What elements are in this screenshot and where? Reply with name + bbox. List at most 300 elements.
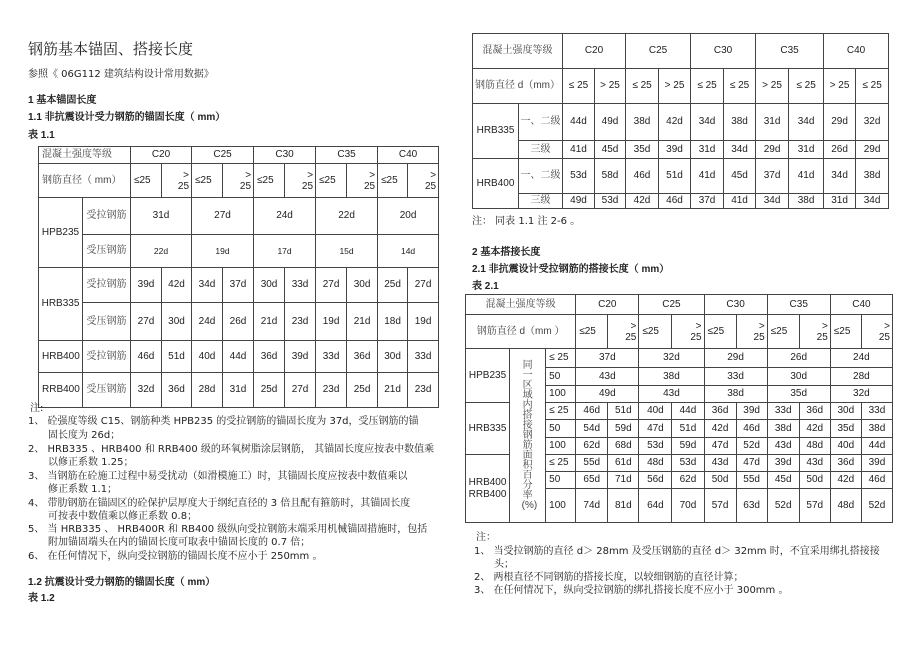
diameter-le-25-cell: ≤25 [131, 164, 162, 198]
diameter-gt-25-cell [736, 315, 767, 349]
value-cell: 26d [767, 349, 830, 368]
table-1-2-caption: 表 1.2 [28, 593, 55, 604]
reference-line: 参照《 06G112 建筑结构设计常用数据》 [28, 69, 214, 80]
value-cell: 33d [704, 368, 767, 386]
value-cell: 59d [672, 438, 704, 455]
stress-type-label: 受压钢筋 [83, 303, 131, 341]
grade-header-c20: C20 [131, 147, 192, 164]
diameter-cell: ≤ 25 [563, 69, 595, 104]
diameter-le-25-cell: ≤25 [704, 315, 736, 349]
steel-grade-label: HRB335 [466, 403, 510, 455]
percentage-cell: 50 [546, 472, 576, 489]
table-2-1 [465, 294, 893, 523]
value-cell: 37d [691, 194, 724, 209]
gt-value: 25 [625, 331, 637, 343]
value-cell: 33d [316, 341, 347, 373]
value-cell: 23d [408, 373, 439, 408]
value-cell: 26d [824, 141, 856, 159]
value-cell: 25d [254, 373, 285, 408]
value-cell: 27d [285, 373, 316, 408]
header-concrete-grade: 混凝土强度等级 [466, 295, 576, 315]
value-cell: 18d [378, 303, 408, 341]
value-cell: 51d [162, 341, 192, 373]
note-line: 5、 当 HRB335 、 HRB400R 和 RB400 级纵向受拉钢筋末端采用机械锚固措施时，包括 [28, 524, 428, 535]
value-cell: 81d [608, 489, 639, 523]
diameter-cell: > 25 [659, 69, 691, 104]
value-cell: 37d [756, 159, 789, 194]
section-2-1-heading: 2.1 非抗震设计受拉钢筋的搭接长度（ mm） [472, 264, 670, 275]
value-cell: 62d [672, 472, 704, 489]
diameter-cell: > 25 [595, 69, 626, 104]
value-cell: 21d [254, 303, 285, 341]
value-cell: 44d [672, 403, 704, 420]
steel-grade-label: HRB335 [473, 104, 519, 159]
value-cell: 57d [799, 489, 830, 523]
value-cell: 36d [704, 403, 736, 420]
value-cell: 29d [856, 141, 889, 159]
gt-symbol: > [758, 320, 765, 332]
value-cell: 46d [626, 159, 659, 194]
value-cell: 42d [704, 420, 736, 438]
value-cell: 46d [576, 403, 608, 420]
percentage-cell: 100 [546, 438, 576, 455]
value-cell: 52d [767, 489, 799, 523]
value-cell: 49d [595, 104, 626, 141]
gt-symbol: > [183, 169, 190, 181]
value-cell: 32d [830, 386, 892, 403]
seismic-grade-label: 三级 [519, 141, 563, 159]
area-percentage-label [510, 349, 546, 523]
diameter-gt-25-cell [672, 315, 704, 349]
value-cell: 23d [316, 373, 347, 408]
value-cell: 38d [861, 420, 892, 438]
grade-header-c20: C20 [576, 295, 639, 315]
value-cell: 70d [672, 489, 704, 523]
grade-header-c20: C20 [563, 34, 626, 69]
value-cell: 40d [830, 438, 861, 455]
value-cell: 43d [639, 386, 704, 403]
value-cell: 30d [347, 268, 378, 303]
value-cell: 41d [724, 194, 756, 209]
header-bar-diameter: 钢筋直径 d（mm ） [466, 315, 576, 349]
value-cell: 38d [724, 104, 756, 141]
value-cell: 37d [576, 349, 639, 368]
gt-symbol: > [821, 320, 828, 332]
table-row [466, 349, 893, 368]
gt-value: 25 [301, 180, 314, 192]
value-cell: 74d [576, 489, 608, 523]
diameter-gt-25-cell [799, 315, 830, 349]
value-cell: 43d [576, 368, 639, 386]
value-cell: 23d [285, 303, 316, 341]
steel-grade-label: HRB400 RRB400 [466, 455, 510, 523]
diameter-cell: ≤ 25 [691, 69, 724, 104]
diameter-gt-25-cell [347, 164, 378, 198]
value-cell: 32d [131, 373, 162, 408]
header-concrete-grade: 混凝土强度等级 [473, 34, 563, 69]
value-cell: 30d [162, 303, 192, 341]
gt-value: 25 [363, 180, 376, 192]
value-cell: 37d [223, 268, 254, 303]
note-line: 附加锚固端头在内的锚固长度可取表中锚固长度的 0.7 倍； [48, 537, 311, 548]
diameter-cell: ≤ 25 [724, 69, 756, 104]
table-row [39, 147, 439, 164]
table-row [39, 235, 439, 268]
value-cell: 30d [378, 341, 408, 373]
grade-header-c25: C25 [639, 295, 704, 315]
note-line: 可按表中数值乘以修正系数 0.8； [48, 511, 198, 522]
value-cell: 40d [192, 341, 223, 373]
value-cell: 38d [704, 386, 767, 403]
grade-header-c25: C25 [192, 147, 254, 164]
steel-grade-label: HRB335 [39, 268, 83, 341]
header-bar-diameter: 钢筋直径 d（mm） [473, 69, 563, 104]
value-cell: 17d [254, 235, 316, 268]
value-cell: 34d [789, 104, 824, 141]
value-cell: 27d [408, 268, 439, 303]
value-cell: 32d [856, 104, 889, 141]
percentage-cell: 50 [546, 420, 576, 438]
value-cell: 42d [830, 472, 861, 489]
value-cell: 59d [608, 420, 639, 438]
value-cell: 41d [691, 159, 724, 194]
note-line: 4、 带肋钢筋在锚固区的砼保护层厚度大于纲纪直径的 3 倍且配有箍筋时，其锚固长度 [28, 498, 411, 509]
percentage-cell: 100 [546, 489, 576, 523]
note-line: 固长度为 26d； [48, 430, 121, 441]
table-2-1-caption: 表 2.1 [472, 281, 499, 292]
value-cell: 53d [672, 455, 704, 472]
gt-symbol: > [245, 169, 252, 181]
diameter-cell: ≤ 25 [789, 69, 824, 104]
value-cell: 62d [576, 438, 608, 455]
header-concrete-grade: 混凝土强度等级 [39, 147, 131, 164]
grade-header-c35: C35 [316, 147, 378, 164]
value-cell: 42d [162, 268, 192, 303]
value-cell: 46d [736, 420, 767, 438]
table-1-1 [38, 146, 439, 408]
value-cell: 48d [799, 438, 830, 455]
value-cell: 27d [192, 198, 254, 235]
value-cell: 19d [408, 303, 439, 341]
steel-grade-label: HPB235 [39, 198, 83, 268]
value-cell: 38d [789, 194, 824, 209]
value-cell: 35d [767, 386, 830, 403]
seismic-grade-label: 三级 [519, 194, 563, 209]
value-cell: 45d [767, 472, 799, 489]
percentage-cell: ≤ 25 [546, 455, 576, 472]
gt-value: 25 [878, 331, 890, 343]
value-cell: 44d [563, 104, 595, 141]
value-cell: 55d [736, 472, 767, 489]
value-cell: 38d [767, 420, 799, 438]
value-cell: 30d [830, 403, 861, 420]
diameter-le-25-cell: ≤25 [767, 315, 799, 349]
gt-value: 25 [239, 180, 252, 192]
value-cell: 36d [162, 373, 192, 408]
diameter-cell: > 25 [824, 69, 856, 104]
stress-type-label: 受压钢筋 [83, 373, 131, 408]
diameter-gt-25-cell [285, 164, 316, 198]
gt-value: 25 [816, 331, 828, 343]
gt-symbol: > [884, 320, 890, 332]
value-cell: 31d [824, 194, 856, 209]
grade-header-c40: C40 [378, 147, 439, 164]
table-row [39, 198, 439, 235]
value-cell: 19d [316, 303, 347, 341]
value-cell: 29d [704, 349, 767, 368]
diameter-le-25-cell: ≤25 [378, 164, 408, 198]
section-1-1-heading: 1.1 非抗震设计受力钢筋的锚固长度（ mm） [28, 112, 226, 123]
value-cell: 39d [659, 141, 691, 159]
grade-header-c30: C30 [254, 147, 316, 164]
value-cell: 31d [691, 141, 724, 159]
gt-symbol: > [307, 169, 314, 181]
value-cell: 41d [563, 141, 595, 159]
value-cell: 53d [595, 194, 626, 209]
diameter-gt-25-cell [162, 164, 192, 198]
value-cell: 33d [861, 403, 892, 420]
value-cell: 42d [626, 194, 659, 209]
value-cell: 32d [639, 349, 704, 368]
table-row [473, 69, 889, 104]
note-line: 3、 在任何情况下，纵向受拉钢筋的绑扎搭接长度不应小于 300mm 。 [474, 585, 789, 596]
value-cell: 25d [378, 268, 408, 303]
diameter-cell: > 25 [756, 69, 789, 104]
value-cell: 48d [830, 489, 861, 523]
value-cell: 47d [639, 420, 672, 438]
value-cell: 34d [691, 104, 724, 141]
table-row [39, 268, 439, 303]
value-cell: 55d [576, 455, 608, 472]
value-cell: 40d [639, 403, 672, 420]
document-title: 钢筋基本锚固、搭接长度 [28, 40, 194, 58]
value-cell: 27d [131, 303, 162, 341]
value-cell: 22d [131, 235, 192, 268]
stress-type-label: 受压钢筋 [83, 235, 131, 268]
table-row [466, 295, 893, 315]
note-line: 3、 当钢筋在砼施工过程中易受扰动（如滑模施工）时，其锚固长度应按表中数值乘以 [28, 471, 408, 482]
value-cell: 25d [347, 373, 378, 408]
grade-header-c40: C40 [830, 295, 892, 315]
value-cell: 64d [639, 489, 672, 523]
grade-header-c30: C30 [704, 295, 767, 315]
value-cell: 53d [639, 438, 672, 455]
value-cell: 45d [595, 141, 626, 159]
grade-header-c35: C35 [756, 34, 824, 69]
value-cell: 49d [563, 194, 595, 209]
value-cell: 57d [704, 489, 736, 523]
value-cell: 38d [626, 104, 659, 141]
table-row [473, 34, 889, 69]
gt-value: 25 [690, 331, 702, 343]
value-cell: 35d [626, 141, 659, 159]
value-cell: 31d [223, 373, 254, 408]
diameter-gt-25-cell [861, 315, 892, 349]
value-cell: 51d [672, 420, 704, 438]
value-cell: 31d [756, 104, 789, 141]
value-cell: 31d [789, 141, 824, 159]
value-cell: 27d [316, 268, 347, 303]
value-cell: 42d [799, 420, 830, 438]
diameter-le-25-cell: ≤25 [639, 315, 672, 349]
value-cell: 36d [830, 455, 861, 472]
gt-value: 25 [177, 180, 190, 192]
value-cell: 71d [608, 472, 639, 489]
value-cell: 54d [576, 420, 608, 438]
value-cell: 65d [576, 472, 608, 489]
value-cell: 43d [799, 455, 830, 472]
table-1-2-note: 注： 同表 1.1 注 2-6 。 [472, 216, 581, 227]
stress-type-label: 受拉钢筋 [83, 198, 131, 235]
steel-grade-label: RRB400 [39, 373, 83, 408]
diameter-le-25-cell: ≤25 [830, 315, 861, 349]
steel-grade-label: HRB400 [39, 341, 83, 373]
header-bar-diameter: 钢筋直径（ mm） [39, 164, 131, 198]
value-cell: 68d [608, 438, 639, 455]
table-row [473, 194, 889, 209]
stress-type-label: 受拉钢筋 [83, 268, 131, 303]
value-cell: 63d [736, 489, 767, 523]
value-cell: 50d [799, 472, 830, 489]
value-cell: 34d [724, 141, 756, 159]
diameter-le-25-cell: ≤25 [192, 164, 223, 198]
value-cell: 38d [856, 159, 889, 194]
value-cell: 30d [767, 368, 830, 386]
table-row [39, 303, 439, 341]
table-row [473, 159, 889, 194]
value-cell: 21d [378, 373, 408, 408]
value-cell: 49d [576, 386, 639, 403]
note-line: 头； [494, 559, 514, 570]
grade-header-c35: C35 [767, 295, 830, 315]
value-cell: 34d [856, 194, 889, 209]
value-cell: 39d [131, 268, 162, 303]
value-cell: 34d [756, 194, 789, 209]
value-cell: 36d [254, 341, 285, 373]
value-cell: 24d [192, 303, 223, 341]
value-cell: 35d [830, 420, 861, 438]
value-cell: 43d [767, 438, 799, 455]
grade-header-c30: C30 [691, 34, 756, 69]
table-row [466, 315, 893, 349]
value-cell: 61d [608, 455, 639, 472]
value-cell: 46d [861, 472, 892, 489]
gt-value: 25 [424, 180, 437, 192]
vertical-label-text: 同一区域内搭接钢筋面积百分率(%) [521, 359, 538, 511]
diameter-gt-25-cell [408, 164, 439, 198]
note-line: 以修正系数 1.25； [48, 457, 134, 468]
value-cell: 28d [830, 368, 892, 386]
value-cell: 56d [639, 472, 672, 489]
value-cell: 14d [378, 235, 439, 268]
table-row [39, 373, 439, 408]
diameter-cell: ≤ 25 [856, 69, 889, 104]
value-cell: 44d [223, 341, 254, 373]
gt-symbol: > [630, 320, 637, 332]
diameter-le-25-cell: ≤25 [254, 164, 285, 198]
diameter-le-25-cell: ≤25 [576, 315, 608, 349]
value-cell: 33d [408, 341, 439, 373]
value-cell: 47d [704, 438, 736, 455]
value-cell: 39d [736, 403, 767, 420]
percentage-cell: 100 [546, 386, 576, 403]
gt-symbol: > [369, 169, 376, 181]
value-cell: 43d [704, 455, 736, 472]
value-cell: 19d [192, 235, 254, 268]
seismic-grade-label: 一、二级 [519, 159, 563, 194]
table-row [473, 141, 889, 159]
gt-value: 25 [753, 331, 765, 343]
value-cell: 42d [659, 104, 691, 141]
seismic-grade-label: 一、二级 [519, 104, 563, 141]
table-row [39, 164, 439, 198]
note-line: 2、 两根直径不同钢筋的搭接长度，以较细钢筋的直径计算； [474, 572, 744, 583]
value-cell: 51d [659, 159, 691, 194]
value-cell: 33d [285, 268, 316, 303]
value-cell: 34d [824, 159, 856, 194]
value-cell: 24d [254, 198, 316, 235]
value-cell: 46d [659, 194, 691, 209]
value-cell: 48d [639, 455, 672, 472]
value-cell: 22d [316, 198, 378, 235]
value-cell: 20d [378, 198, 439, 235]
note-line: 6、 在任何情况下，纵向受拉钢筋的锚固长度不应小于 250mm 。 [28, 551, 323, 562]
value-cell: 30d [254, 268, 285, 303]
value-cell: 58d [595, 159, 626, 194]
value-cell: 15d [316, 235, 378, 268]
value-cell: 38d [639, 368, 704, 386]
table-1-1-caption: 表 1.1 [28, 130, 55, 141]
value-cell: 33d [767, 403, 799, 420]
gt-symbol: > [695, 320, 702, 332]
table-row [473, 104, 889, 141]
value-cell: 36d [347, 341, 378, 373]
value-cell: 36d [799, 403, 830, 420]
value-cell: 28d [192, 373, 223, 408]
value-cell: 26d [223, 303, 254, 341]
grade-header-c25: C25 [626, 34, 691, 69]
value-cell: 52d [736, 438, 767, 455]
value-cell: 24d [830, 349, 892, 368]
section-1-heading: 1 基本锚固长度 [28, 95, 97, 106]
value-cell: 52d [861, 489, 892, 523]
value-cell: 45d [724, 159, 756, 194]
percentage-cell: ≤ 25 [546, 403, 576, 420]
percentage-cell: 50 [546, 368, 576, 386]
table-row [39, 341, 439, 373]
steel-grade-label: HPB235 [466, 349, 510, 403]
steel-grade-label: HRB400 [473, 159, 519, 209]
value-cell: 39d [861, 455, 892, 472]
value-cell: 51d [608, 403, 639, 420]
diameter-gt-25-cell [223, 164, 254, 198]
notes-1-label: 注: [30, 403, 44, 414]
value-cell: 21d [347, 303, 378, 341]
value-cell: 41d [789, 159, 824, 194]
value-cell: 34d [192, 268, 223, 303]
table-1-2 [472, 33, 889, 209]
grade-header-c40: C40 [824, 34, 889, 69]
stress-type-label: 受拉钢筋 [83, 341, 131, 373]
value-cell: 46d [131, 341, 162, 373]
section-2-heading: 2 基本搭接长度 [472, 247, 541, 258]
note-line: 2、 HRB335 、HRB400 和 RRB400 级的环氧树脂涂层钢筋， 其锚固长度应按表中数值乘 [28, 444, 435, 455]
section-1-2-heading: 1.2 抗震设计受力钢筋的锚固长度（ mm） [28, 577, 216, 588]
value-cell: 39d [767, 455, 799, 472]
value-cell: 39d [285, 341, 316, 373]
diameter-le-25-cell: ≤25 [316, 164, 347, 198]
value-cell: 44d [861, 438, 892, 455]
